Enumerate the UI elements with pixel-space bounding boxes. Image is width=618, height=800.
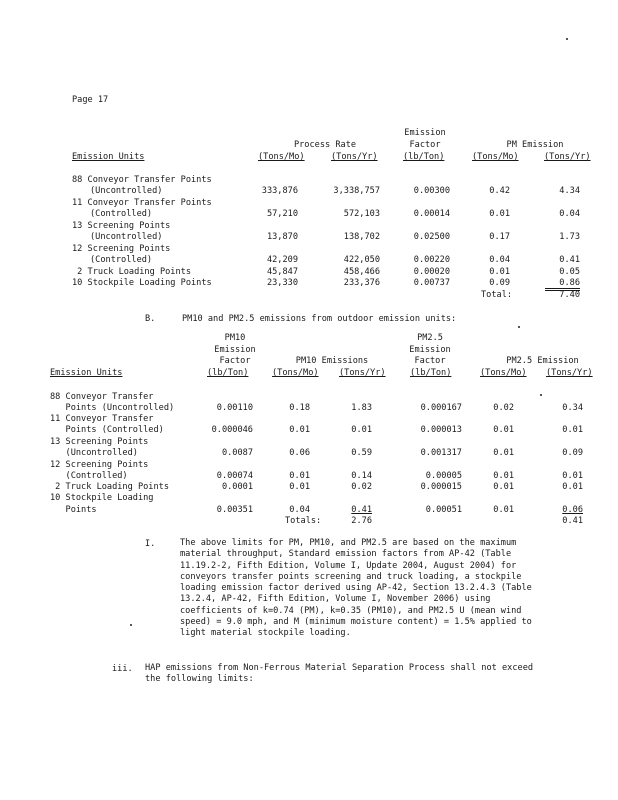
table1-factor: 0.00220 (413, 255, 450, 265)
table2-unit-sub: Points (Controlled) (50, 425, 164, 435)
header-emission-units: Emission Units (50, 368, 123, 378)
header-pm-emission: PM Emission (506, 140, 564, 150)
table2-pm25-mo: 0.01 (493, 505, 514, 515)
table2-pm25-factor: 0.000015 (420, 482, 462, 492)
table2-pm10-factor: 0.00110 (216, 403, 253, 413)
table1-tons-mo: 13,870 (266, 232, 298, 242)
header-pm10-top: PM10 (224, 333, 246, 343)
header-tons-mo: (Tons/Mo) (258, 152, 305, 162)
table2-unit: 12 Screening Points (50, 460, 149, 470)
table2-pm25-mo: 0.01 (493, 471, 514, 481)
table1-pm-yr: 0.86 (545, 279, 580, 291)
note-iii-text: HAP emissions from Non-Ferrous Material Separation Process shall not exceed the following limits: (145, 663, 534, 685)
table2-pm25-yr: 0.09 (562, 448, 583, 458)
header-pm-tons-mo: (Tons/Mo) (472, 152, 519, 162)
table2-pm10-yr: 0.02 (351, 482, 372, 492)
table1-pm-mo: 0.42 (489, 186, 510, 196)
table2-pm10-mo: 0.04 (289, 505, 310, 515)
table1-factor: 0.00300 (413, 186, 450, 196)
table2-total-pm25: 0.41 (562, 516, 583, 526)
table2-pm25-factor: 0.000013 (420, 425, 462, 435)
table2-pm10-factor: 0.0087 (221, 448, 253, 458)
table2-pm25-factor: 0.00005 (425, 471, 462, 481)
table1-unit-sub: (Controlled) (90, 209, 153, 219)
table1-tons-mo: 333,876 (261, 186, 298, 196)
table2-pm25-mo: 0.01 (493, 482, 514, 492)
table2-pm10-mo: 0.01 (289, 471, 310, 481)
table2-pm25-factor: 0.00051 (425, 505, 462, 515)
table2-pm25-mo: 0.01 (493, 425, 514, 435)
note-i-text: The above limits for PM, PM10, and PM2.5 are based on the maximum material throughput, Standard emission factors from AP-42 (Table 11.19.2-2, Fifth Edition, Volume I, Update 2004, August 2004) for conveyors transfer points screening and truck loading, a stockpile loading emission factor derived using AP-42, Section 13.2.4.3 (Table 13.2.4, AP-42, Fifth Edition, Volume I, November 2006) using coefficients of k=0.74 (PM), k=0.35 (PM10), and PM2.5 U (mean wind speed) = 9.0 mph, and M (minimum moisture content) = 1.5% applied to light material stockpile loading. (180, 538, 532, 639)
table1-factor: 0.00014 (413, 209, 450, 219)
table1-tons-yr: 458,466 (343, 267, 380, 277)
header-pm25-factor: Factor (414, 356, 446, 366)
table2-pm10-mo: 0.06 (289, 448, 310, 458)
table1-tons-yr: 138,702 (343, 232, 380, 242)
table2-pm25-factor: 0.000167 (420, 403, 462, 413)
header-factor: Factor (409, 140, 441, 150)
table1-tons-yr: 3,338,757 (333, 186, 380, 196)
table2-unit: 2 Truck Loading Points (50, 482, 169, 492)
table2-unit: 10 Stockpile Loading (50, 493, 154, 503)
header-lb-ton: (lb/Ton) (403, 152, 445, 162)
header-pm-tons-yr: (Tons/Yr) (544, 152, 591, 162)
table1-unit-sub: (Controlled) (90, 255, 153, 265)
table1-tons-mo: 57,210 (266, 209, 298, 219)
table1-unit: 88 Conveyor Transfer Points (72, 175, 212, 185)
section-b-heading: PM10 and PM2.5 emissions from outdoor emission units: (182, 314, 457, 324)
header-process-rate: Process Rate (293, 140, 357, 150)
table1-unit: 10 Stockpile Loading Points (72, 278, 212, 288)
table1-unit-sub: (Uncontrolled) (90, 186, 163, 196)
table2-pm10-yr: 0.14 (351, 471, 372, 481)
table1-pm-yr: 1.73 (559, 232, 580, 242)
table2-pm10-mo: 0.01 (289, 425, 310, 435)
table1-tons-mo: 45,847 (266, 267, 298, 277)
table2-pm25-mo: 0.02 (493, 403, 514, 413)
header-pm25-tons-mo: (Tons/Mo) (480, 368, 527, 378)
table1-pm-yr: 4.34 (559, 186, 580, 196)
table1-factor: 0.02500 (413, 232, 450, 242)
table1-factor: 0.00737 (413, 278, 450, 288)
table2-unit-sub: Points (Uncontrolled) (50, 403, 175, 413)
table2-pm25-yr: 0.06 (562, 505, 583, 515)
table2-pm10-factor: 0.00351 (216, 505, 253, 515)
table1-total-value: 7.40 (559, 290, 580, 300)
table2-pm25-mo: 0.01 (493, 448, 514, 458)
table1-unit: 13 Screening Points (72, 221, 171, 231)
table1-pm-mo: 0.17 (489, 232, 510, 242)
scan-speck (566, 38, 568, 40)
table2-pm10-yr: 0.41 (351, 505, 372, 515)
table1-tons-yr: 422,050 (343, 255, 380, 265)
table1-factor: 0.00020 (413, 267, 450, 277)
table2-unit: 11 Conveyor Transfer (50, 414, 154, 424)
table2-pm10-factor: 0.000046 (211, 425, 253, 435)
header-pm10-tons-yr: (Tons/Yr) (339, 368, 386, 378)
table1-tons-yr: 572,103 (343, 209, 380, 219)
note-iii-marker: iii. (112, 664, 133, 674)
table2-unit-sub: (Uncontrolled) (50, 448, 138, 458)
table1-pm-mo: 0.09 (489, 278, 510, 288)
table2-pm10-yr: 0.01 (351, 425, 372, 435)
table1-total-label: Total: (481, 290, 513, 300)
header-pm25-emission-hdr: PM2.5 Emission (506, 356, 579, 366)
table1-unit: 11 Conveyor Transfer Points (72, 198, 212, 208)
table2-total-pm10: 2.76 (351, 516, 372, 526)
table1-pm-yr: 0.41 (559, 255, 580, 265)
table2-unit: 88 Conveyor Transfer (50, 392, 154, 402)
header-pm25-tons-yr: (Tons/Yr) (546, 368, 593, 378)
table2-pm10-mo: 0.01 (289, 482, 310, 492)
table2-pm25-factor: 0.001317 (420, 448, 462, 458)
table1-unit: 2 Truck Loading Points (72, 267, 191, 277)
table2-pm10-mo: 0.18 (289, 403, 310, 413)
table1-pm-yr: 0.05 (559, 267, 580, 277)
table2-totals-label: Totals: (285, 516, 322, 526)
table2-pm10-yr: 1.83 (351, 403, 372, 413)
table1-tons-yr: 233,376 (343, 278, 380, 288)
header-tons-yr: (Tons/Yr) (331, 152, 378, 162)
table1-unit: 12 Screening Points (72, 244, 171, 254)
table2-pm25-yr: 0.34 (562, 403, 583, 413)
header-pm25-emission: Emission (409, 345, 451, 355)
table1-pm-mo: 0.01 (489, 209, 510, 219)
header-pm25-lb-ton: (lb/Ton) (410, 368, 452, 378)
header-emission-units: Emission Units (72, 152, 145, 162)
scan-speck (130, 624, 132, 626)
header-pm10-emissions: PM10 Emissions (295, 356, 369, 366)
table2-pm25-yr: 0.01 (562, 471, 583, 481)
scan-speck (518, 326, 520, 328)
table1-pm-mo: 0.04 (489, 255, 510, 265)
header-pm25-top: PM2.5 (417, 333, 443, 343)
table2-pm10-factor: 0.00074 (216, 471, 253, 481)
header-pm10-factor: Factor (219, 356, 251, 366)
table2-unit-sub: (Controlled) (50, 471, 128, 481)
page-label: Page 17 (72, 95, 109, 105)
header-emission: Emission (404, 128, 446, 138)
section-b-marker: B. (145, 314, 156, 324)
scan-speck (540, 394, 542, 396)
table1-unit-sub: (Uncontrolled) (90, 232, 163, 242)
table2-unit-sub: Points (50, 505, 97, 515)
table2-pm25-yr: 0.01 (562, 482, 583, 492)
table2-pm25-yr: 0.01 (562, 425, 583, 435)
table1-pm-mo: 0.01 (489, 267, 510, 277)
table2-unit: 13 Screening Points (50, 437, 149, 447)
note-i-marker: I. (145, 539, 156, 549)
header-pm10-lb-ton: (lb/Ton) (207, 368, 249, 378)
table1-pm-yr: 0.04 (559, 209, 580, 219)
table1-tons-mo: 23,330 (266, 278, 298, 288)
header-pm10-emission: Emission (214, 345, 256, 355)
table1-tons-mo: 42,209 (266, 255, 298, 265)
table2-pm10-factor: 0.0001 (221, 482, 253, 492)
table2-pm10-yr: 0.59 (351, 448, 372, 458)
header-pm10-tons-mo: (Tons/Mo) (272, 368, 319, 378)
